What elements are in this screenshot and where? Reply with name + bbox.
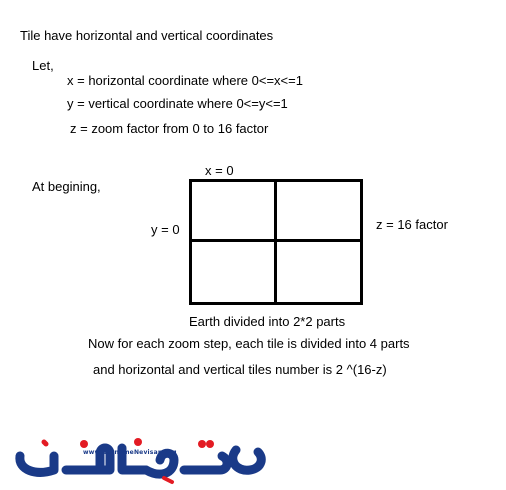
logo-dot bbox=[206, 440, 214, 448]
barnamenevisan-logo bbox=[14, 430, 274, 486]
logo-accent bbox=[164, 478, 172, 482]
grid-horizontal-divider bbox=[192, 239, 360, 242]
definition-z: z = zoom factor from 0 to 16 factor bbox=[70, 121, 269, 136]
logo-stroke bbox=[233, 450, 261, 470]
definition-y: y = vertical coordinate where 0<=y<=1 bbox=[67, 96, 288, 111]
let-label: Let, bbox=[32, 58, 54, 73]
grid-vertical-divider bbox=[274, 182, 277, 302]
logo-stroke bbox=[184, 456, 227, 470]
grid-caption: Earth divided into 2*2 parts bbox=[189, 314, 346, 329]
y-origin-label: y = 0 bbox=[151, 222, 180, 237]
logo-stroke bbox=[44, 442, 46, 444]
tile-grid bbox=[189, 179, 363, 305]
logo-dot bbox=[134, 438, 142, 446]
logo-dot bbox=[80, 440, 88, 448]
note-zoom-step: Now for each zoom step, each tile is divided into 4 parts bbox=[88, 336, 410, 351]
x-origin-label: x = 0 bbox=[205, 163, 234, 178]
heading: Tile have horizontal and vertical coordinates bbox=[20, 28, 274, 43]
logo-url: www.BarnameNevisan.org bbox=[83, 449, 177, 456]
begin-label: At begining, bbox=[32, 179, 101, 194]
logo-stroke bbox=[20, 456, 54, 472]
logo-stroke bbox=[146, 453, 174, 474]
definition-x: x = horizontal coordinate where 0<=x<=1 bbox=[67, 73, 303, 88]
logo-dot bbox=[198, 440, 206, 448]
zoom-factor-label: z = 16 factor bbox=[376, 217, 448, 232]
note-tile-count: and horizontal and vertical tiles number is 2 ^(16-z) bbox=[93, 362, 387, 377]
